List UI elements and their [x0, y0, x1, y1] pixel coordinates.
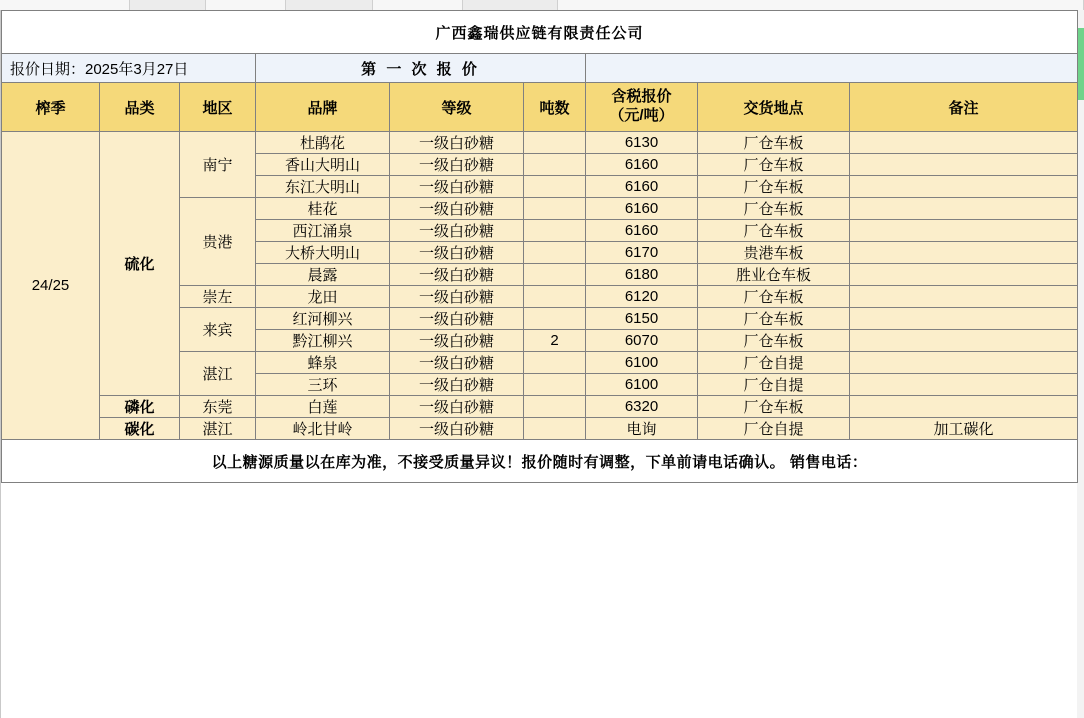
- cell-price: 电询: [586, 418, 698, 440]
- cell-brand: 三环: [256, 374, 390, 396]
- header-price-line2: （元/吨）: [609, 107, 674, 124]
- cell-tons: [524, 220, 586, 242]
- cell-grade: 一级白砂糖: [390, 176, 524, 198]
- cell-brand: 龙田: [256, 286, 390, 308]
- chrome-segment: [0, 0, 130, 10]
- footer-note: 以上糖源质量以在库为准，不接受质量异议！报价随时有调整，下单前请电话确认。 销售电话：: [2, 440, 1078, 483]
- header-delivery-place: 交货地点: [698, 83, 850, 132]
- cell-note: [850, 330, 1078, 352]
- cell-brand: 桂花: [256, 198, 390, 220]
- cell-price: 6320: [586, 396, 698, 418]
- cell-note: [850, 132, 1078, 154]
- cell-grade: 一级白砂糖: [390, 132, 524, 154]
- cell-tons: [524, 308, 586, 330]
- chrome-segment: [558, 0, 1084, 10]
- chrome-segment: [373, 0, 463, 10]
- cell-category: 碳化: [100, 418, 180, 440]
- header-grade: 等级: [390, 83, 524, 132]
- quote-date: 报价日期：2025年3月27日: [2, 54, 256, 83]
- page-title: 广西鑫瑞供应链有限责任公司: [2, 11, 1078, 54]
- cell-grade: 一级白砂糖: [390, 220, 524, 242]
- cell-price: 6130: [586, 132, 698, 154]
- quote-round-label: 第 一 次 报 价: [256, 54, 586, 83]
- cell-grade: 一级白砂糖: [390, 154, 524, 176]
- cell-grade: 一级白砂糖: [390, 418, 524, 440]
- table-header-row: [2, 83, 1078, 132]
- cell-place: 厂仓车板: [698, 132, 850, 154]
- cell-grade: 一级白砂糖: [390, 264, 524, 286]
- cell-season: 24/25: [2, 132, 100, 440]
- cell-place: 厂仓自提: [698, 374, 850, 396]
- cell-brand: 大桥大明山: [256, 242, 390, 264]
- cell-brand: 红河柳兴: [256, 308, 390, 330]
- chrome-segment: [463, 0, 558, 10]
- chrome-segment: [130, 0, 206, 10]
- cell-region: 崇左: [180, 286, 256, 308]
- cell-brand: 东江大明山: [256, 176, 390, 198]
- subheader-row: [2, 54, 1078, 83]
- cell-place: 胜业仓车板: [698, 264, 850, 286]
- title-row: [2, 11, 1078, 54]
- cell-place: 厂仓车板: [698, 396, 850, 418]
- table-row: [2, 418, 1078, 440]
- cell-place: 厂仓车板: [698, 220, 850, 242]
- cell-price: 6150: [586, 308, 698, 330]
- header-tons: 吨数: [524, 83, 586, 132]
- cell-note: [850, 396, 1078, 418]
- cell-price: 6160: [586, 176, 698, 198]
- cell-place: 厂仓车板: [698, 176, 850, 198]
- cell-tons: [524, 374, 586, 396]
- cell-tons: [524, 396, 586, 418]
- price-table: [1, 10, 1078, 483]
- cell-tons: [524, 198, 586, 220]
- cell-tons: [524, 264, 586, 286]
- cell-note: [850, 286, 1078, 308]
- subheader-blank: [586, 54, 1078, 83]
- cell-price: 6070: [586, 330, 698, 352]
- cell-price: 6100: [586, 374, 698, 396]
- cell-price: 6100: [586, 352, 698, 374]
- cell-tons: [524, 132, 586, 154]
- header-region: 地区: [180, 83, 256, 132]
- cell-note: [850, 374, 1078, 396]
- chrome-segment: [286, 0, 372, 10]
- cell-price: 6160: [586, 198, 698, 220]
- sheet-area: [0, 10, 1077, 718]
- table-row: [2, 396, 1078, 418]
- chrome-segment: [206, 0, 286, 10]
- cell-price: 6160: [586, 154, 698, 176]
- cell-grade: 一级白砂糖: [390, 396, 524, 418]
- cell-tons: [524, 154, 586, 176]
- cell-tons: [524, 352, 586, 374]
- cell-grade: 一级白砂糖: [390, 352, 524, 374]
- cell-grade: 一级白砂糖: [390, 374, 524, 396]
- cell-place: 厂仓自提: [698, 352, 850, 374]
- cell-region: 东莞: [180, 396, 256, 418]
- cell-note: [850, 198, 1078, 220]
- cell-note: [850, 154, 1078, 176]
- cell-place: 贵港车板: [698, 242, 850, 264]
- cell-brand: 杜鹃花: [256, 132, 390, 154]
- header-category: 品类: [100, 83, 180, 132]
- cell-brand: 黔江柳兴: [256, 330, 390, 352]
- cell-category: 硫化: [100, 132, 180, 396]
- cell-brand: 西江涌泉: [256, 220, 390, 242]
- cell-place: 厂仓车板: [698, 308, 850, 330]
- cell-note: [850, 352, 1078, 374]
- cell-price: 6120: [586, 286, 698, 308]
- cell-place: 厂仓车板: [698, 198, 850, 220]
- cell-note: 加工碳化: [850, 418, 1078, 440]
- cell-category: 磷化: [100, 396, 180, 418]
- cell-tons: 2: [524, 330, 586, 352]
- cell-region: 湛江: [180, 418, 256, 440]
- cell-region: 贵港: [180, 198, 256, 286]
- cell-note: [850, 220, 1078, 242]
- table-row: [2, 132, 1078, 154]
- cell-grade: 一级白砂糖: [390, 242, 524, 264]
- cell-grade: 一级白砂糖: [390, 198, 524, 220]
- cell-note: [850, 308, 1078, 330]
- cell-brand: 蜂泉: [256, 352, 390, 374]
- cell-note: [850, 264, 1078, 286]
- cell-note: [850, 176, 1078, 198]
- cell-price: 6180: [586, 264, 698, 286]
- cell-place: 厂仓车板: [698, 154, 850, 176]
- cell-brand: 香山大明山: [256, 154, 390, 176]
- cell-price: 6160: [586, 220, 698, 242]
- cell-price: 6170: [586, 242, 698, 264]
- header-price: [586, 83, 698, 132]
- header-brand: 品牌: [256, 83, 390, 132]
- header-price-line1: 含税报价: [611, 88, 672, 106]
- cell-place: 厂仓自提: [698, 418, 850, 440]
- cell-region: 湛江: [180, 352, 256, 396]
- cell-brand: 岭北甘岭: [256, 418, 390, 440]
- cell-tons: [524, 286, 586, 308]
- cell-tons: [524, 418, 586, 440]
- cell-grade: 一级白砂糖: [390, 308, 524, 330]
- cell-grade: 一级白砂糖: [390, 286, 524, 308]
- cell-tons: [524, 176, 586, 198]
- cell-region: 来宾: [180, 308, 256, 352]
- footer-row: [2, 440, 1078, 483]
- cell-place: 厂仓车板: [698, 330, 850, 352]
- cell-brand: 晨露: [256, 264, 390, 286]
- cell-note: [850, 242, 1078, 264]
- cell-region: 南宁: [180, 132, 256, 198]
- header-note: 备注: [850, 83, 1078, 132]
- cell-brand: 白莲: [256, 396, 390, 418]
- cell-place: 厂仓车板: [698, 286, 850, 308]
- cell-grade: 一级白砂糖: [390, 330, 524, 352]
- header-season: 榨季: [2, 83, 100, 132]
- cell-tons: [524, 242, 586, 264]
